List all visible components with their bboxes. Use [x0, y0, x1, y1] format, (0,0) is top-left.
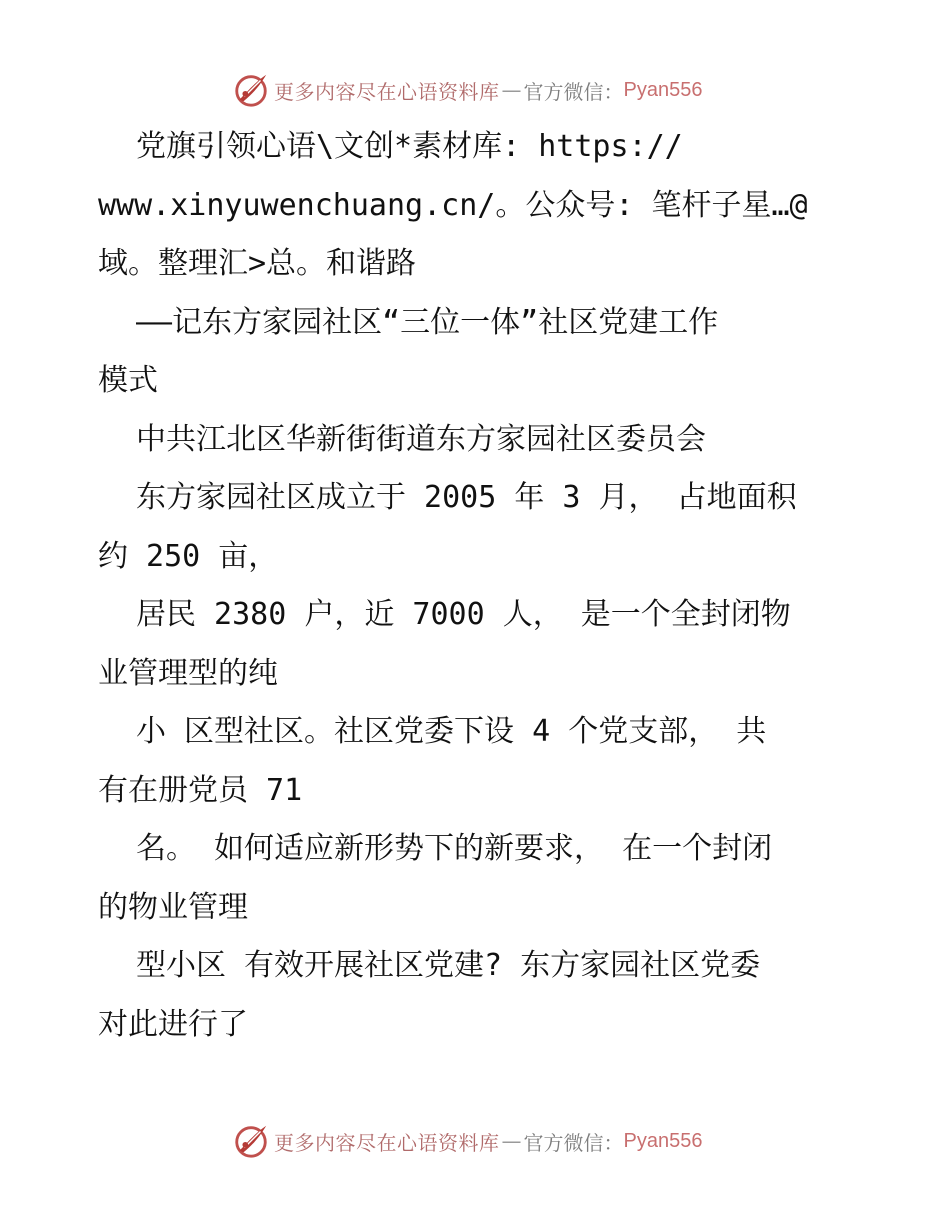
banner-text: 更多内容尽在心语资料库 — [274, 1130, 500, 1155]
text-line: 的物业管理 — [98, 889, 248, 925]
author-line: 中共江北区华新街街道东方家园社区委员会 — [136, 421, 706, 457]
banner-wechat-id: Pyan556 — [623, 1129, 703, 1152]
subtitle-line: ——记东方家园社区“三位一体”社区党建工作 — [136, 304, 719, 340]
text-line: 约 250 亩， — [98, 538, 279, 574]
header-banner — [232, 70, 702, 110]
text-line: 对此进行了 — [98, 1006, 248, 1042]
text-line: 名。 如何适应新形势下的新要求， 在一个封闭 — [136, 831, 773, 866]
text-line: 业管理型的纯 — [98, 655, 278, 691]
text-line: 有在册党员 71 — [98, 772, 303, 808]
quill-logo-icon — [232, 71, 270, 109]
banner-wechat-label: 官方微信： — [523, 1130, 624, 1155]
banner-wechat-label: 官方微信： — [523, 79, 624, 104]
text-line: 域。整理汇>总。和谐路 — [98, 246, 417, 281]
text-line: www.xinyuwenchuang.cn/。公众号: 笔杆子星…@ — [98, 187, 808, 223]
banner-separator: — — [501, 78, 522, 102]
footer-banner — [232, 1121, 702, 1161]
banner-separator: — — [501, 1129, 522, 1153]
text-line: 党旗引领心语\文创*素材库: https:// — [136, 129, 683, 164]
document-body — [98, 118, 858, 1054]
banner-text: 更多内容尽在心语资料库 — [274, 79, 500, 104]
text-line: 型小区 有效开展社区党建? 东方家园社区党委 — [136, 948, 761, 983]
quill-logo-icon — [232, 1122, 270, 1160]
text-line: 居民 2380 户，近 7000 人， 是一个全封闭物 — [136, 597, 791, 632]
text-line: 东方家园社区成立于 2005 年 3 月， 占地面积 — [136, 480, 797, 515]
banner-wechat-id: Pyan556 — [623, 78, 703, 101]
text-line: 小 区型社区。社区党委下设 4 个党支部， 共 — [136, 714, 767, 749]
subtitle-line: 模式 — [98, 363, 158, 398]
